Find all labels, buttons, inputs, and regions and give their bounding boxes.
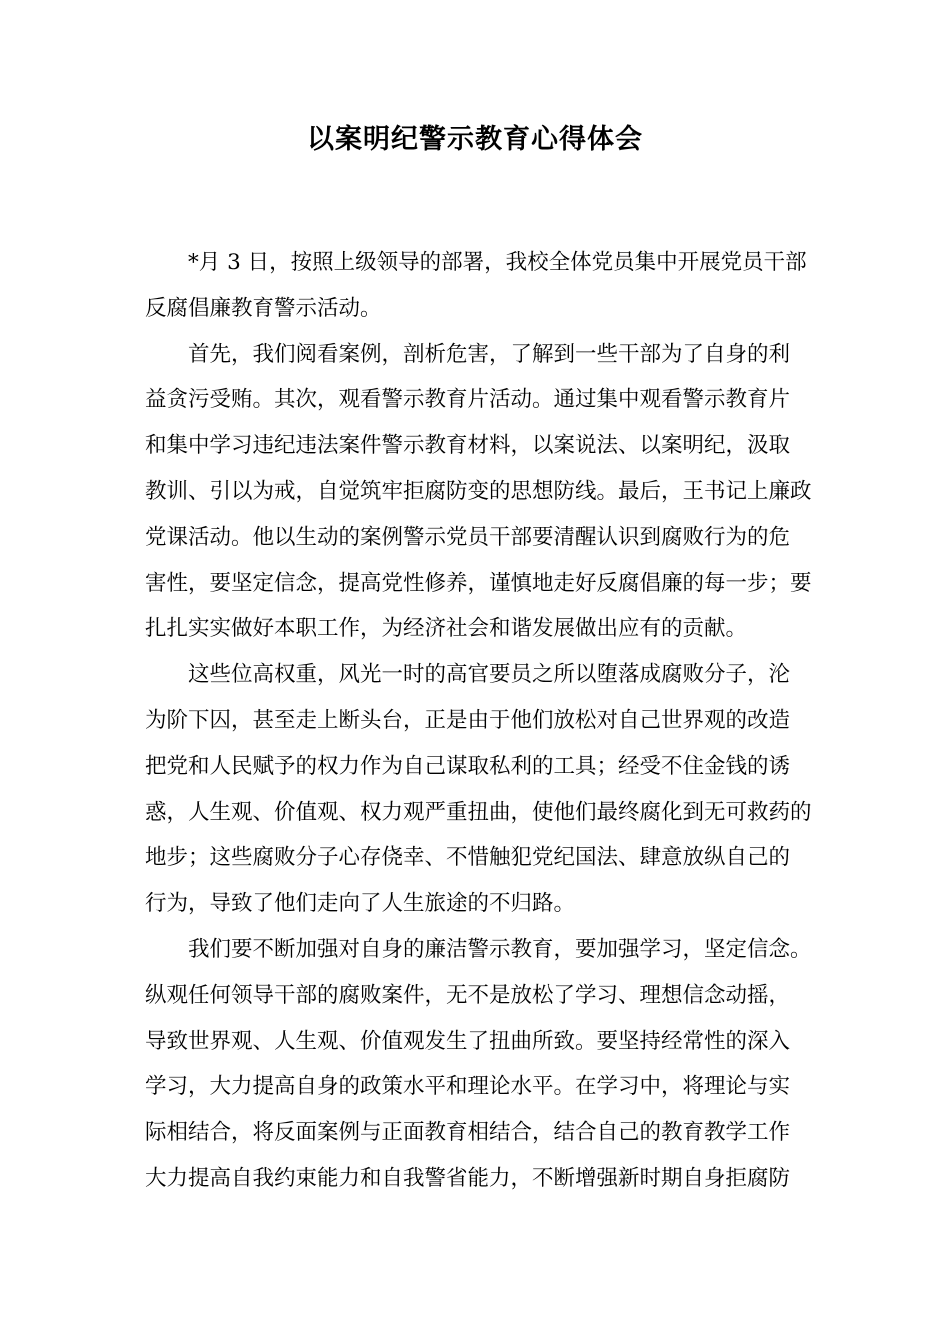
text-line: 为阶下囚，甚至走上断头台，正是由于他们放松对自己世界观的改造 xyxy=(145,707,791,733)
text-line: 行为，导致了他们走向了人生旅途的不归路。 xyxy=(145,891,576,917)
text-line: 党课活动。他以生动的案例警示党员干部要清醒认识到腐败行为的危 xyxy=(145,524,791,550)
text-line: 纵观任何领导干部的腐败案件，无不是放松了学习、理想信念动摇， xyxy=(145,982,791,1008)
text-line: 益贪污受贿。其次，观看警示教育片活动。通过集中观看警示教育片 xyxy=(145,387,791,413)
text-line: 害性，要坚定信念，提高党性修养，谨慎地走好反腐倡廉的每一步；要 xyxy=(145,570,812,596)
text-line: 和集中学习违纪违法案件警示教育材料，以案说法、以案明纪，汲取 xyxy=(145,433,791,459)
text-line: 教训、引以为戒，自觉筑牢拒腐防变的思想防线。最后，王书记上廉政 xyxy=(145,478,812,504)
text-line: 这些位高权重，风光一时的高官要员之所以堕落成腐败分子，沦 xyxy=(188,662,791,688)
text-line: 地步；这些腐败分子心存侥幸、不惜触犯党纪国法、肆意放纵自己的 xyxy=(145,845,791,871)
text-line: 扎扎实实做好本职工作，为经济社会和谐发展做出应有的贡献。 xyxy=(145,616,748,642)
text-line: 反腐倡廉教育警示活动。 xyxy=(145,295,382,321)
text-line: 把党和人民赋予的权力作为自己谋取私利的工具；经受不住金钱的诱 xyxy=(145,753,791,779)
text-line: *月 3 日，按照上级领导的部署，我校全体党员集中开展党员干部 xyxy=(188,250,807,275)
text-line: 学习，大力提高自身的政策水平和理论水平。在学习中，将理论与实 xyxy=(145,1074,791,1100)
text-line: 惑，人生观、价值观、权力观严重扭曲，使他们最终腐化到无可救药的 xyxy=(145,799,812,825)
text-line: 大力提高自我约束能力和自我警省能力，不断增强新时期自身拒腐防 xyxy=(145,1165,791,1191)
document-body xyxy=(145,240,812,1202)
document-title: 以案明纪警示教育心得体会 xyxy=(307,124,643,155)
text-line: 导致世界观、人生观、价值观发生了扭曲所致。要坚持经常性的深入 xyxy=(145,1028,791,1054)
text-line: 际相结合，将反面案例与正面教育相结合，结合自己的教育教学工作 xyxy=(145,1120,791,1146)
text-line: 首先，我们阅看案例，剖析危害，了解到一些干部为了自身的利 xyxy=(188,341,791,367)
text-line: 我们要不断加强对自身的廉洁警示教育，要加强学习，坚定信念。 xyxy=(188,936,812,962)
